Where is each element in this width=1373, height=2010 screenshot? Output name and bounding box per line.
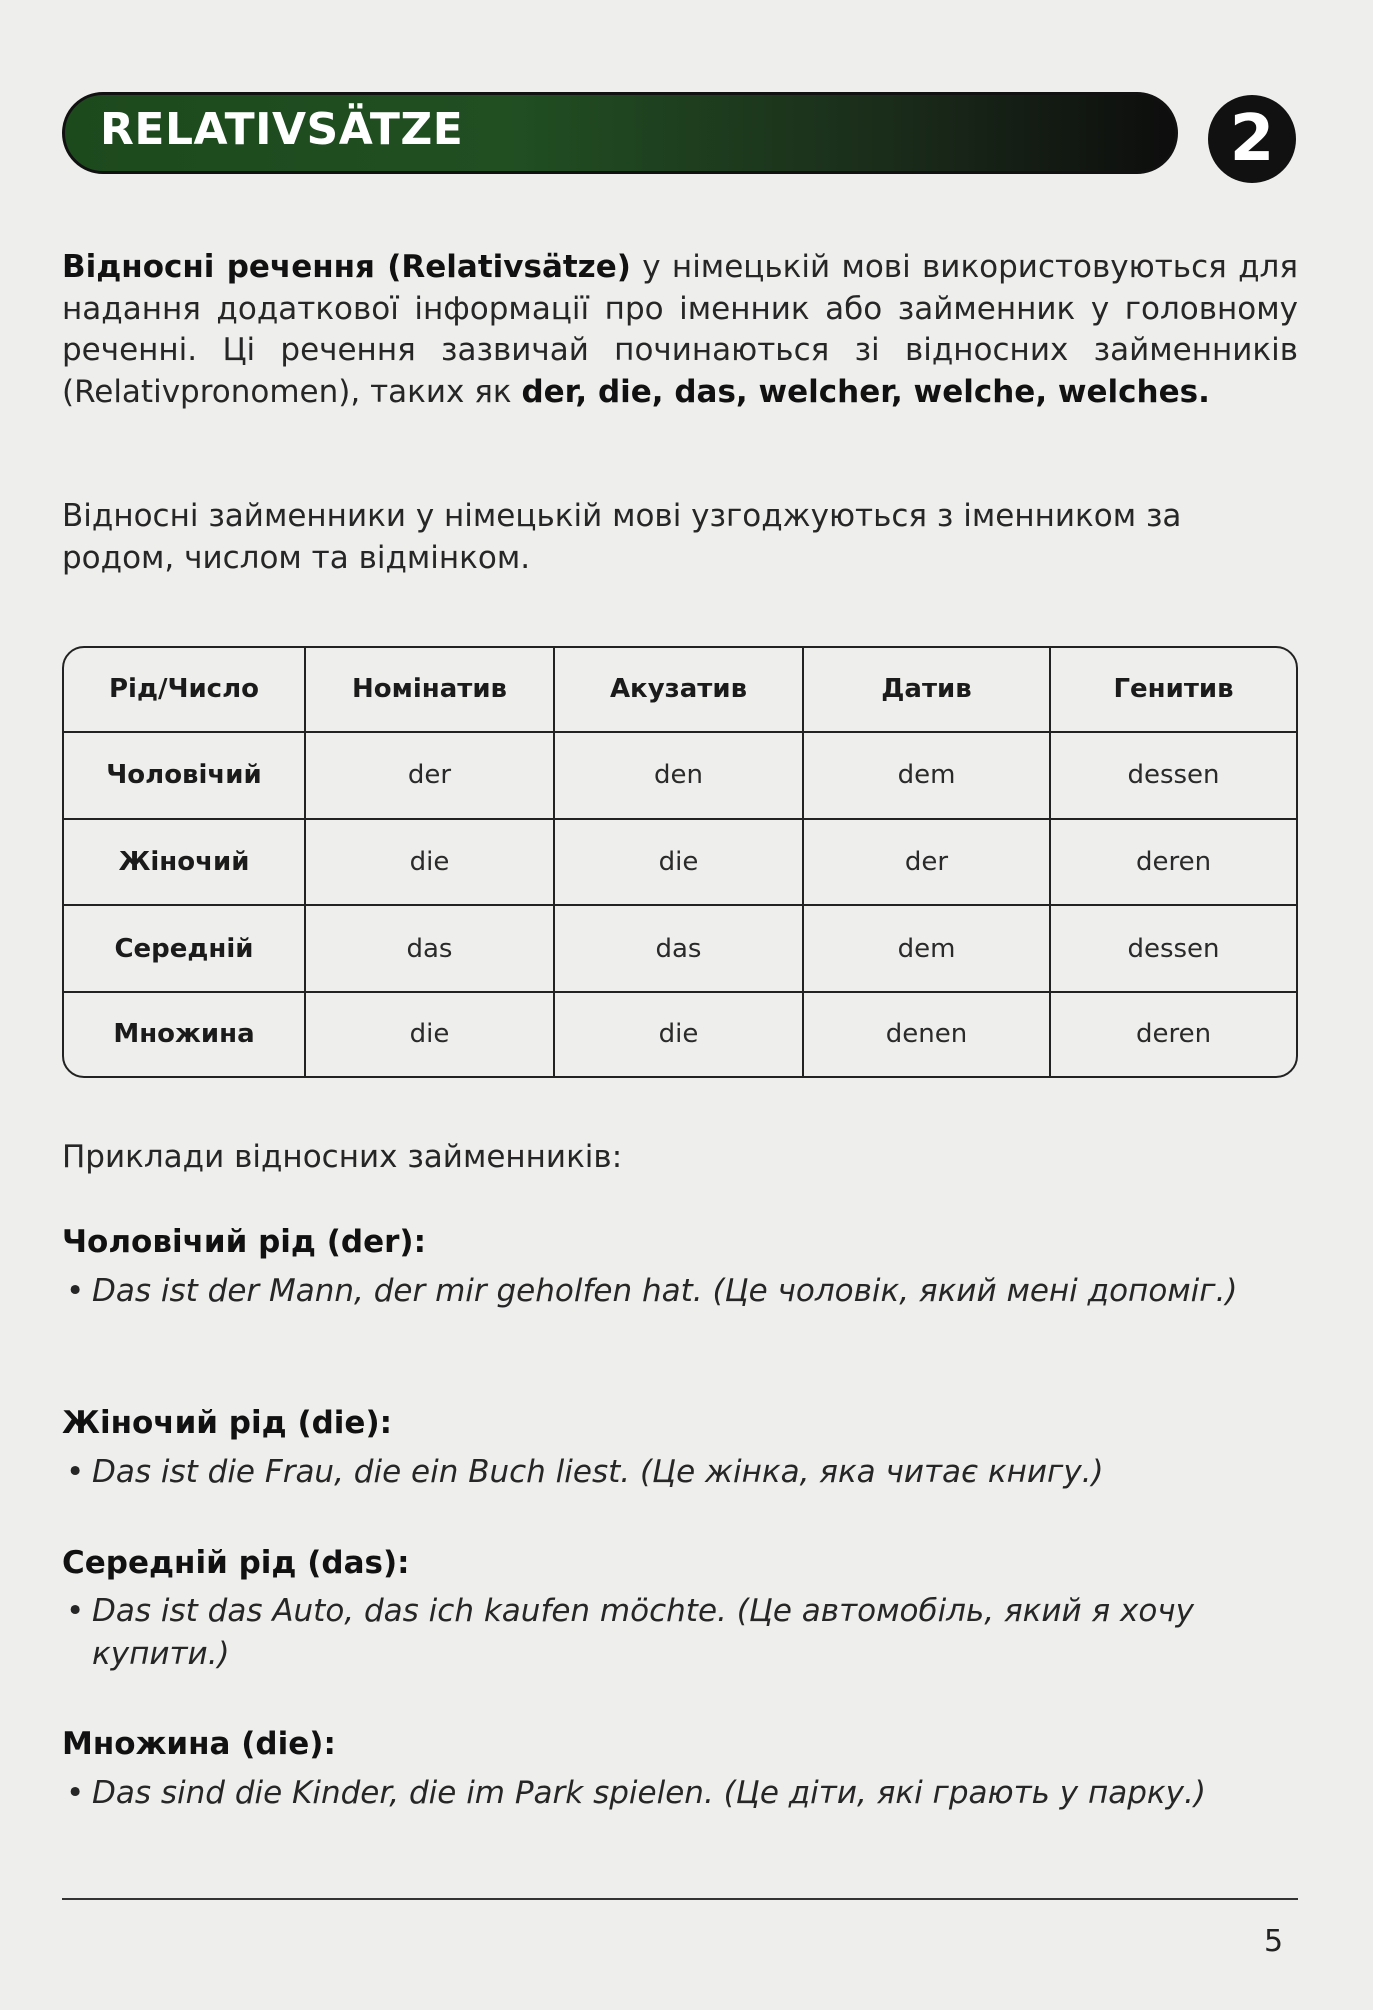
table-cell: dessen	[1050, 732, 1296, 819]
table-cell: dessen	[1050, 905, 1296, 992]
intro-bold-start: Відносні речення (Relativsätze)	[62, 249, 631, 285]
example-text: Das ist das Auto, das ich kaufen möchte. (Це автомобіль, який я хочу купити.)	[92, 1593, 1194, 1672]
intro-text: у німецькій мові використовуються для надання додаткової інформації про іменник або займенник у головному реченні. Ці речення зазвичай починаються зі відносних займенників (Relativpronomen), таких як	[62, 249, 1298, 410]
agreement-paragraph: Відносні займенники у німецькій мові узгоджуються з іменником за родом, числом та відмінком.	[62, 498, 1182, 576]
bullet-icon: •	[66, 1775, 85, 1811]
table-header-cell: Датив	[803, 648, 1050, 732]
example-item-masculine	[66, 1270, 1286, 1313]
table-row-header: Жіночий	[64, 819, 305, 906]
bullet-icon: •	[66, 1273, 85, 1309]
table-cell: das	[305, 905, 554, 992]
bullet-icon: •	[66, 1593, 85, 1629]
table-row	[64, 905, 1296, 992]
table-cell: denen	[803, 992, 1050, 1076]
table-cell: die	[305, 992, 554, 1076]
table-header-cell: Генитив	[1050, 648, 1296, 732]
table-row	[64, 732, 1296, 819]
page-title: RELATIVSÄTZE	[100, 104, 464, 155]
example-heading-feminine: Жіночий рід (die):	[62, 1405, 393, 1441]
table-header-row	[64, 648, 1296, 732]
table-cell: das	[554, 905, 803, 992]
example-heading-plural: Множина (die):	[62, 1726, 336, 1762]
table-cell: die	[554, 819, 803, 906]
example-item-plural	[66, 1772, 1286, 1815]
table-cell: der	[803, 819, 1050, 906]
intro-bold-end: der, die, das, welcher, welche, welches.	[521, 373, 1210, 410]
intro-paragraph	[62, 247, 1298, 413]
example-heading-neuter: Середній рід (das):	[62, 1545, 410, 1581]
table-cell: dem	[803, 905, 1050, 992]
example-item-feminine	[66, 1451, 1286, 1494]
example-item-neuter	[66, 1590, 1286, 1676]
example-text: Das ist der Mann, der mir geholfen hat. (Це чоловік, який мені допоміг.)	[92, 1273, 1238, 1309]
table-header-cell: Акузатив	[554, 648, 803, 732]
chapter-number-badge: 2	[1208, 95, 1296, 183]
table-cell: der	[305, 732, 554, 819]
table-header-cell: Номінатив	[305, 648, 554, 732]
table-cell: deren	[1050, 992, 1296, 1076]
table-row	[64, 992, 1296, 1076]
relative-pronoun-table	[62, 646, 1298, 1078]
table-cell: die	[305, 819, 554, 906]
page-number: 5	[1264, 1924, 1284, 1959]
example-heading-masculine: Чоловічий рід (der):	[62, 1224, 426, 1260]
table-cell: die	[554, 992, 803, 1076]
table-row-header: Чоловічий	[64, 732, 305, 819]
table-row	[64, 819, 1296, 906]
table-row-header: Середній	[64, 905, 305, 992]
table-cell: den	[554, 732, 803, 819]
examples-intro: Приклади відносних займенників:	[62, 1139, 623, 1175]
table-header-cell: Рід/Число	[64, 648, 305, 732]
example-text: Das sind die Kinder, die im Park spielen. (Це діти, які грають у парку.)	[92, 1775, 1206, 1811]
footer-divider	[62, 1898, 1298, 1900]
table-cell: deren	[1050, 819, 1296, 906]
example-text: Das ist die Frau, die ein Buch liest. (Це жінка, яка читає книгу.)	[92, 1454, 1104, 1490]
table-cell: dem	[803, 732, 1050, 819]
bullet-icon: •	[66, 1454, 85, 1490]
table-row-header: Множина	[64, 992, 305, 1076]
